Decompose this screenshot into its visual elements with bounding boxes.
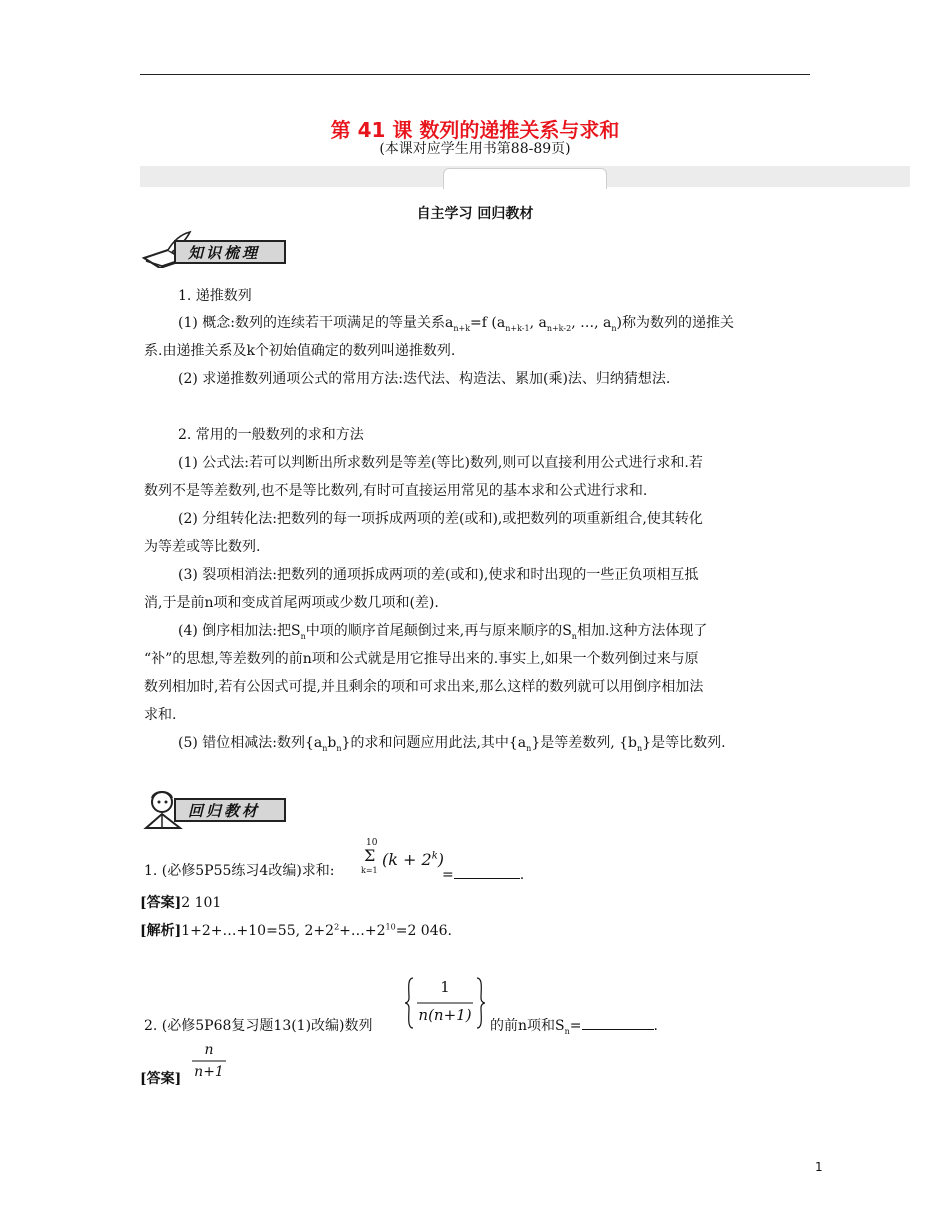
fraction-denominator: n(n+1) (418, 1006, 472, 1024)
section-band-tab (443, 168, 607, 189)
problem-1-text: 1. (必修5P55练习4改编)求和: (144, 863, 335, 879)
method-shift-subtract: (5) 错位相减法:数列$\{a_nb_n\}$的求和问题应用此法,其中$\{a_n\}$是等差数列, $\{b_n\}$是等比数列. (178, 735, 726, 753)
problem-1-analysis: [解析]1+2+…+10=55, $2+2^2+\dots+2^{10}=2$ 046. (140, 922, 452, 939)
review-badge-label: 回归教材 (188, 802, 261, 820)
problem-2-text: 2. (必修5P68复习题13(1)改编)数列 (144, 1018, 373, 1034)
knowledge-heading-1: 1. 递推数列 (178, 288, 252, 304)
section-heading: 自主学习 回归教材 (416, 206, 534, 222)
recursive-concept-line2: 系.由递推关系及k个初始值确定的数列叫递推数列. (144, 343, 456, 359)
top-rule (140, 74, 810, 75)
recursive-methods: (2) 求递推数列通项公式的常用方法:迭代法、构造法、累加(乘)法、归纳猜想法. (178, 371, 671, 387)
method-formula-line1: (1) 公式法:若可以判断出所求数列是等差(等比)数列,则可以直接利用公式进行求和.若 (178, 455, 703, 471)
problem-2-answer-label: [答案] (140, 1071, 182, 1087)
sum-symbol: Σ (364, 846, 376, 865)
problem-1-blank: = . (442, 867, 525, 883)
review-badge (140, 788, 290, 828)
method-reverse-line3: 数列相加时,若有公因式可提,并且剩余的项和可求出来,那么这样的数列就可以用倒序相加法 (144, 679, 704, 695)
method-reverse-line1: (4) 倒序相加法:把$S_n$中项的顺序首尾颠倒过来,再与原来顺序的$S_n$相加.这种方法体现了 (178, 623, 708, 641)
method-telescoping-line2: 消,于是前n项和变成首尾两项或少数几项和(差). (144, 595, 439, 611)
answer-denominator: n+1 (194, 1064, 224, 1080)
problem-2-tail: 的前n项和$S_n=$ . (490, 1018, 658, 1036)
method-telescoping-line1: (3) 裂项相消法:把数列的通项拆成两项的差(或和),使求和时出现的一些正负项相互抵 (178, 567, 699, 583)
answer-blank (582, 1017, 654, 1030)
knowledge-heading-2: 2. 常用的一般数列的求和方法 (178, 427, 364, 443)
recursive-concept-line1: (1) 概念:数列的连续若干项满足的等量关系$a_{n+k}=f$ ($a_{n+k-1}$, $a_{n+k-2}$, …, $a_n$)称为数列的递推关 (178, 315, 734, 333)
sum-lower-limit: k=1 (361, 866, 378, 875)
sum-expression: $(k + 2^k)$ (382, 850, 445, 869)
problem-1-answer: [答案]2 101 (140, 895, 222, 911)
method-formula-line2: 数列不是等差数列,也不是等比数列,有时可直接运用常见的基本求和公式进行求和. (144, 483, 648, 499)
fraction-numerator: 1 (440, 978, 450, 996)
method-reverse-line2: “补”的思想,等差数列的前n项和公式就是用它推导出来的.事实上,如果一个数列倒过来与原 (144, 651, 699, 667)
lesson-title: 第 41 课 数列的递推关系与求和 (330, 118, 620, 142)
answer-numerator: n (204, 1042, 214, 1058)
method-reverse-line4: 求和. (144, 707, 177, 723)
knowledge-badge-label: 知识梳理 (188, 244, 261, 262)
lesson-subtitle: (本课对应学生用书第88-89页) (379, 141, 571, 157)
answer-blank (454, 866, 520, 879)
method-grouping-line1: (2) 分组转化法:把数列的每一项拆成两项的差(或和),或把数列的项重新组合,使其转化 (178, 511, 703, 527)
sum-upper-limit: 10 (366, 838, 378, 848)
method-grouping-line2: 为等差或等比数列. (144, 539, 261, 555)
page-number: 1 (815, 1160, 823, 1174)
knowledge-badge (140, 228, 290, 268)
